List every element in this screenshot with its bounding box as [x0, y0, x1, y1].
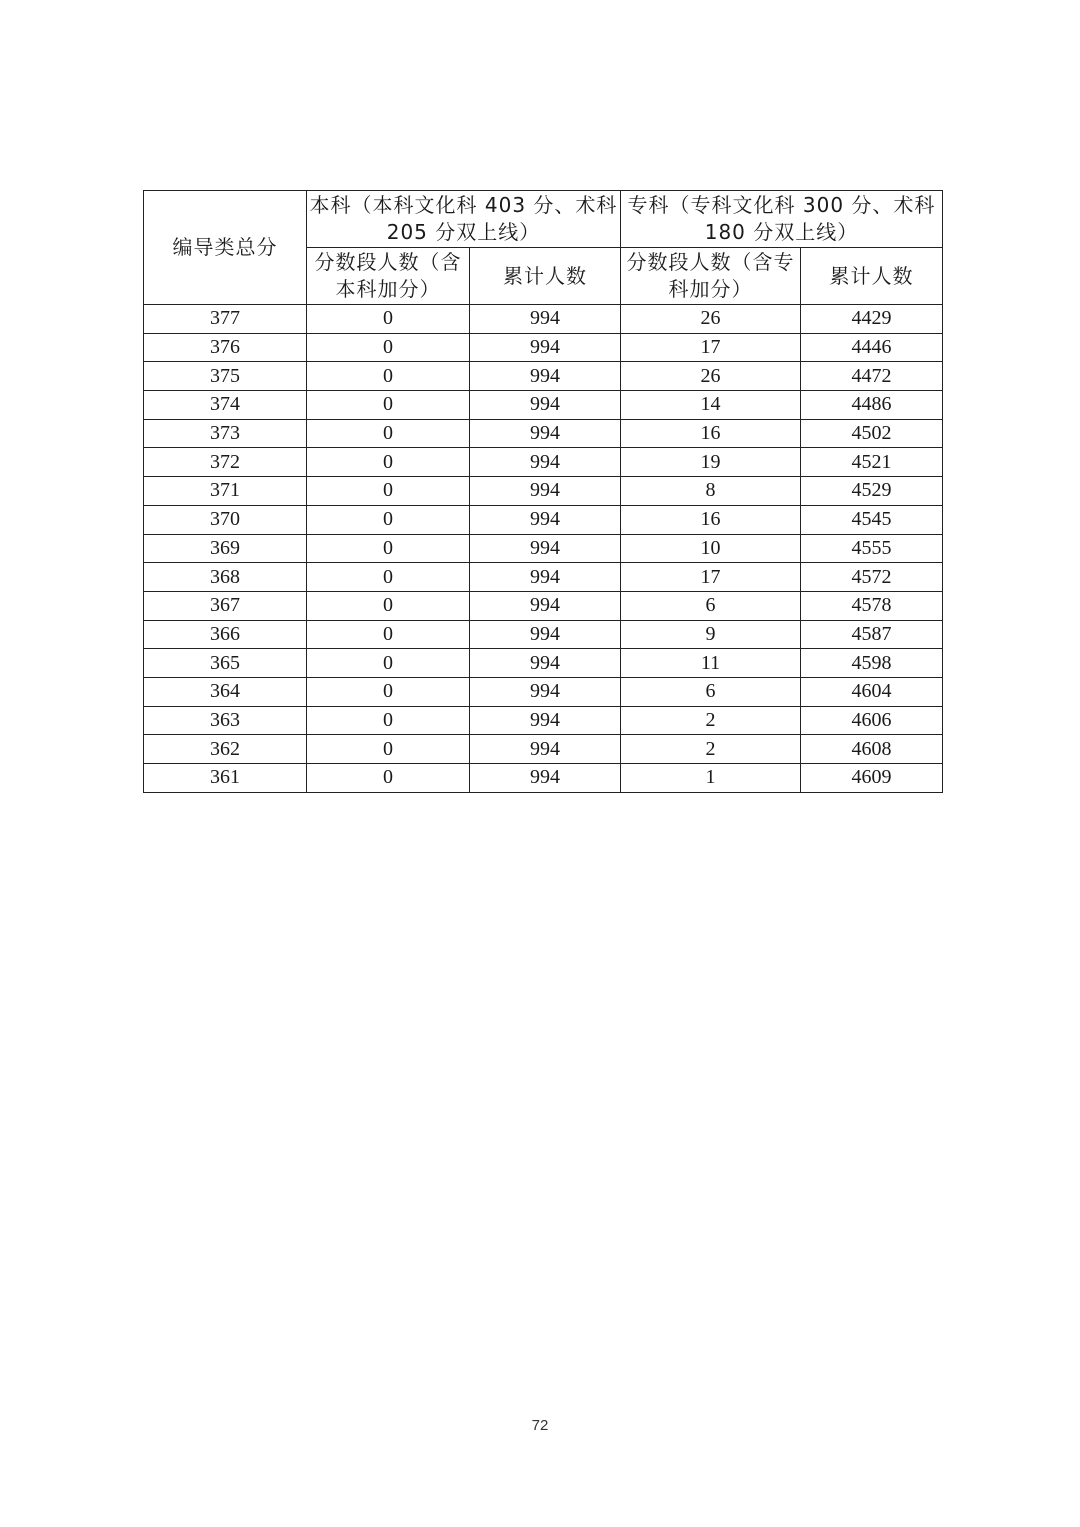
- cell-undergrad-segment: 0: [307, 591, 470, 620]
- table-row: [144, 505, 943, 534]
- cell-undergrad-segment: 0: [307, 620, 470, 649]
- table-row: [144, 563, 943, 592]
- cell-junior-segment: 6: [621, 677, 801, 706]
- cell-score: 364: [144, 677, 307, 706]
- table-row: [144, 419, 943, 448]
- header-undergrad-group: 本科（本科文化科 403 分、术科 205 分双上线）: [307, 191, 621, 248]
- cell-undergrad-segment: 0: [307, 735, 470, 764]
- cell-undergrad-segment: 0: [307, 706, 470, 735]
- cell-undergrad-cumulative: 994: [470, 362, 621, 391]
- cell-score: 366: [144, 620, 307, 649]
- header-total-score: 编导类总分: [144, 191, 307, 305]
- cell-undergrad-segment: 0: [307, 333, 470, 362]
- table-row: [144, 391, 943, 420]
- cell-undergrad-segment: 0: [307, 677, 470, 706]
- table-row: [144, 333, 943, 362]
- table-body: [144, 305, 943, 793]
- table-row: [144, 764, 943, 793]
- table-row: [144, 534, 943, 563]
- cell-score: 363: [144, 706, 307, 735]
- cell-junior-segment: 8: [621, 477, 801, 506]
- cell-undergrad-segment: 0: [307, 505, 470, 534]
- cell-junior-cumulative: 4555: [801, 534, 943, 563]
- cell-undergrad-cumulative: 994: [470, 591, 621, 620]
- cell-junior-segment: 6: [621, 591, 801, 620]
- table-row: [144, 649, 943, 678]
- cell-junior-cumulative: 4578: [801, 591, 943, 620]
- cell-score: 372: [144, 448, 307, 477]
- cell-undergrad-cumulative: 994: [470, 477, 621, 506]
- cell-junior-segment: 16: [621, 419, 801, 448]
- table-row: [144, 362, 943, 391]
- cell-undergrad-cumulative: 994: [470, 620, 621, 649]
- table-row: [144, 477, 943, 506]
- cell-junior-cumulative: 4608: [801, 735, 943, 764]
- cell-score: 362: [144, 735, 307, 764]
- cell-undergrad-cumulative: 994: [470, 677, 621, 706]
- table-row: [144, 448, 943, 477]
- cell-junior-cumulative: 4587: [801, 620, 943, 649]
- cell-undergrad-cumulative: 994: [470, 305, 621, 334]
- cell-junior-segment: 19: [621, 448, 801, 477]
- table-row: [144, 620, 943, 649]
- cell-junior-segment: 2: [621, 706, 801, 735]
- score-distribution-table: [143, 190, 943, 793]
- cell-undergrad-segment: 0: [307, 649, 470, 678]
- cell-undergrad-cumulative: 994: [470, 448, 621, 477]
- cell-junior-cumulative: 4429: [801, 305, 943, 334]
- cell-junior-cumulative: 4572: [801, 563, 943, 592]
- cell-junior-cumulative: 4529: [801, 477, 943, 506]
- cell-junior-cumulative: 4604: [801, 677, 943, 706]
- cell-junior-cumulative: 4486: [801, 391, 943, 420]
- cell-junior-segment: 14: [621, 391, 801, 420]
- cell-undergrad-segment: 0: [307, 534, 470, 563]
- cell-score: 373: [144, 419, 307, 448]
- cell-undergrad-segment: 0: [307, 305, 470, 334]
- cell-junior-cumulative: 4472: [801, 362, 943, 391]
- cell-score: 361: [144, 764, 307, 793]
- cell-undergrad-cumulative: 994: [470, 505, 621, 534]
- cell-junior-cumulative: 4606: [801, 706, 943, 735]
- cell-undergrad-segment: 0: [307, 362, 470, 391]
- table-row: [144, 305, 943, 334]
- cell-undergrad-cumulative: 994: [470, 563, 621, 592]
- cell-junior-segment: 26: [621, 305, 801, 334]
- cell-score: 365: [144, 649, 307, 678]
- cell-junior-segment: 9: [621, 620, 801, 649]
- cell-junior-cumulative: 4521: [801, 448, 943, 477]
- table-row: [144, 677, 943, 706]
- cell-junior-segment: 2: [621, 735, 801, 764]
- cell-score: 369: [144, 534, 307, 563]
- cell-undergrad-segment: 0: [307, 419, 470, 448]
- table-row: [144, 735, 943, 764]
- cell-score: 367: [144, 591, 307, 620]
- cell-undergrad-segment: 0: [307, 764, 470, 793]
- cell-junior-cumulative: 4609: [801, 764, 943, 793]
- cell-score: 371: [144, 477, 307, 506]
- cell-undergrad-cumulative: 994: [470, 391, 621, 420]
- cell-junior-cumulative: 4598: [801, 649, 943, 678]
- cell-undergrad-cumulative: 994: [470, 649, 621, 678]
- cell-score: 374: [144, 391, 307, 420]
- header-junior-group: 专科（专科文化科 300 分、术科 180 分双上线）: [621, 191, 943, 248]
- header-junior-cumulative: 累计人数: [801, 248, 943, 305]
- cell-junior-segment: 17: [621, 333, 801, 362]
- cell-junior-segment: 10: [621, 534, 801, 563]
- cell-undergrad-segment: 0: [307, 563, 470, 592]
- cell-undergrad-cumulative: 994: [470, 735, 621, 764]
- cell-junior-segment: 11: [621, 649, 801, 678]
- page-number: 72: [531, 1417, 549, 1434]
- cell-junior-cumulative: 4446: [801, 333, 943, 362]
- table-row: [144, 706, 943, 735]
- cell-score: 376: [144, 333, 307, 362]
- cell-undergrad-cumulative: 994: [470, 333, 621, 362]
- cell-undergrad-segment: 0: [307, 391, 470, 420]
- cell-undergrad-cumulative: 994: [470, 534, 621, 563]
- cell-score: 377: [144, 305, 307, 334]
- cell-undergrad-cumulative: 994: [470, 706, 621, 735]
- cell-undergrad-segment: 0: [307, 477, 470, 506]
- cell-junior-segment: 1: [621, 764, 801, 793]
- cell-score: 375: [144, 362, 307, 391]
- table-row: [144, 591, 943, 620]
- cell-junior-segment: 26: [621, 362, 801, 391]
- header-junior-segment: 分数段人数（含专科加分）: [621, 248, 801, 305]
- cell-undergrad-cumulative: 994: [470, 419, 621, 448]
- cell-junior-cumulative: 4502: [801, 419, 943, 448]
- cell-junior-cumulative: 4545: [801, 505, 943, 534]
- cell-junior-segment: 16: [621, 505, 801, 534]
- cell-junior-segment: 17: [621, 563, 801, 592]
- header-undergrad-segment: 分数段人数（含本科加分）: [307, 248, 470, 305]
- header-undergrad-cumulative: 累计人数: [470, 248, 621, 305]
- cell-score: 368: [144, 563, 307, 592]
- cell-undergrad-segment: 0: [307, 448, 470, 477]
- cell-score: 370: [144, 505, 307, 534]
- cell-undergrad-cumulative: 994: [470, 764, 621, 793]
